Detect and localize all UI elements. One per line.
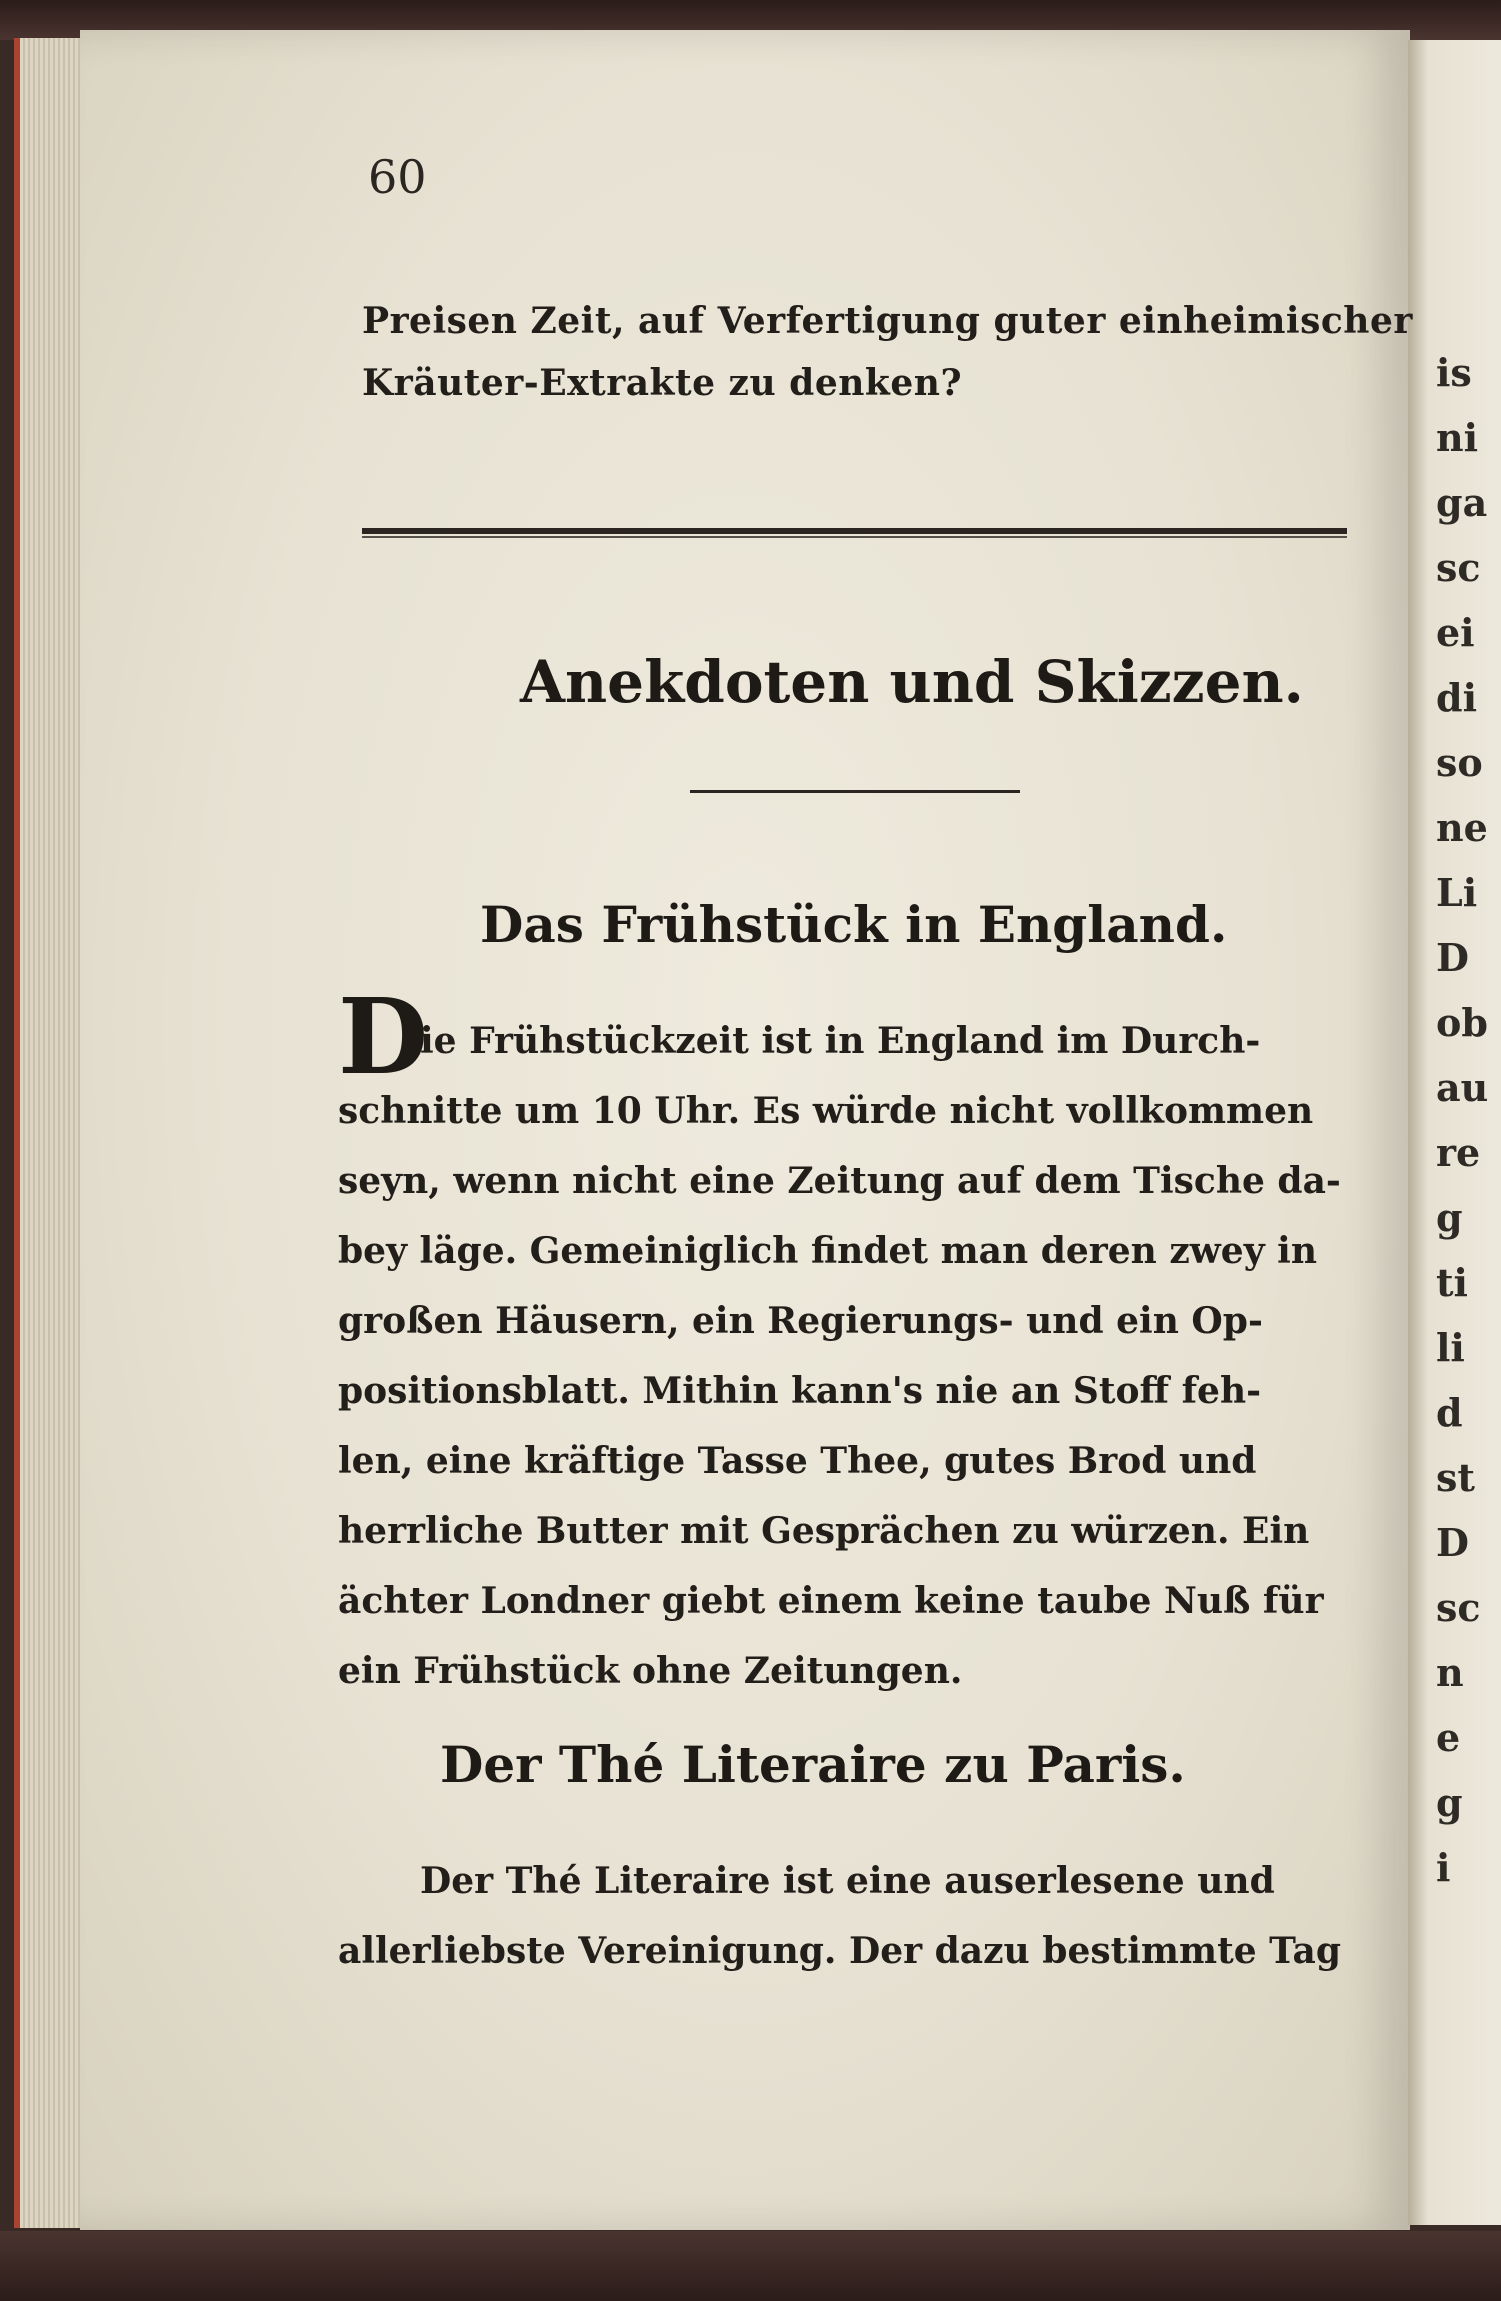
next-page-fragment: ob bbox=[1436, 1000, 1488, 1045]
next-page-fragment: re bbox=[1436, 1130, 1481, 1175]
body-line: schnitte um 10 Uhr. Es würde nicht vollkommen bbox=[338, 1090, 1314, 1132]
body-line: ächter Londner giebt einem keine taube Nuß für bbox=[338, 1580, 1324, 1622]
section-divider bbox=[362, 528, 1347, 534]
section-heading: Anekdoten und Skizzen. bbox=[520, 648, 1304, 716]
next-page-fragment: i bbox=[1436, 1845, 1451, 1890]
article-title: Der Thé Literaire zu Paris. bbox=[440, 1735, 1186, 1794]
next-page-fragment: st bbox=[1436, 1455, 1475, 1500]
body-line: len, eine kräftige Tasse Thee, gutes Brod und bbox=[338, 1440, 1257, 1482]
body-line: großen Häusern, ein Regierungs- und ein Op- bbox=[338, 1300, 1263, 1342]
next-page-fragment: ei bbox=[1436, 610, 1475, 655]
next-page-fragment: D bbox=[1436, 935, 1469, 980]
next-page-fragment: n bbox=[1436, 1650, 1464, 1695]
body-line: herrliche Butter mit Gesprächen zu würzen. Ein bbox=[338, 1510, 1310, 1552]
next-page-fragment: au bbox=[1436, 1065, 1489, 1110]
next-page-fragment: sc bbox=[1436, 545, 1481, 590]
page-number: 60 bbox=[368, 150, 427, 204]
section-divider-thin bbox=[362, 536, 1347, 538]
next-page-fragment: di bbox=[1436, 675, 1478, 720]
next-page-fragment: Li bbox=[1436, 870, 1478, 915]
next-page-fragment: d bbox=[1436, 1390, 1463, 1435]
next-page-fragment: e bbox=[1436, 1715, 1461, 1760]
drop-cap: D bbox=[338, 975, 429, 1098]
body-line: allerliebste Vereinigung. Der dazu bestimmte Tag bbox=[338, 1930, 1342, 1972]
next-page-fragment: g bbox=[1436, 1195, 1463, 1240]
body-line: bey läge. Gemeiniglich findet man deren zwey in bbox=[338, 1230, 1317, 1272]
intro-line: Preisen Zeit, auf Verfertigung guter einheimischer bbox=[362, 300, 1413, 342]
next-page-fragment: ga bbox=[1436, 480, 1488, 525]
next-page-fragment: li bbox=[1436, 1325, 1465, 1370]
intro-line: Kräuter-Extrakte zu denken? bbox=[362, 362, 963, 404]
next-page-fragment: sc bbox=[1436, 1585, 1481, 1630]
body-line: Der Thé Literaire ist eine auserlesene und bbox=[420, 1860, 1275, 1902]
next-page-fragment: ne bbox=[1436, 805, 1488, 850]
next-page-fragment: ni bbox=[1436, 415, 1479, 460]
body-line: seyn, wenn nicht eine Zeitung auf dem Tische da- bbox=[338, 1160, 1341, 1202]
next-page-fragment: D bbox=[1436, 1520, 1469, 1565]
body-line: ein Frühstück ohne Zeitungen. bbox=[338, 1650, 963, 1692]
next-page-fragment: ti bbox=[1436, 1260, 1468, 1305]
body-line: positionsblatt. Mithin kann's nie an Stoff feh- bbox=[338, 1370, 1262, 1412]
next-page-edge bbox=[1408, 40, 1501, 2225]
heading-rule bbox=[690, 790, 1020, 793]
article-title: Das Frühstück in England. bbox=[480, 895, 1228, 954]
next-page-fragment: is bbox=[1436, 350, 1472, 395]
next-page-fragment: g bbox=[1436, 1780, 1463, 1825]
next-page-fragment: so bbox=[1436, 740, 1483, 785]
body-line: ie Frühstückzeit ist in England im Durch- bbox=[420, 1020, 1261, 1062]
book-cover-bottom bbox=[0, 2231, 1501, 2301]
